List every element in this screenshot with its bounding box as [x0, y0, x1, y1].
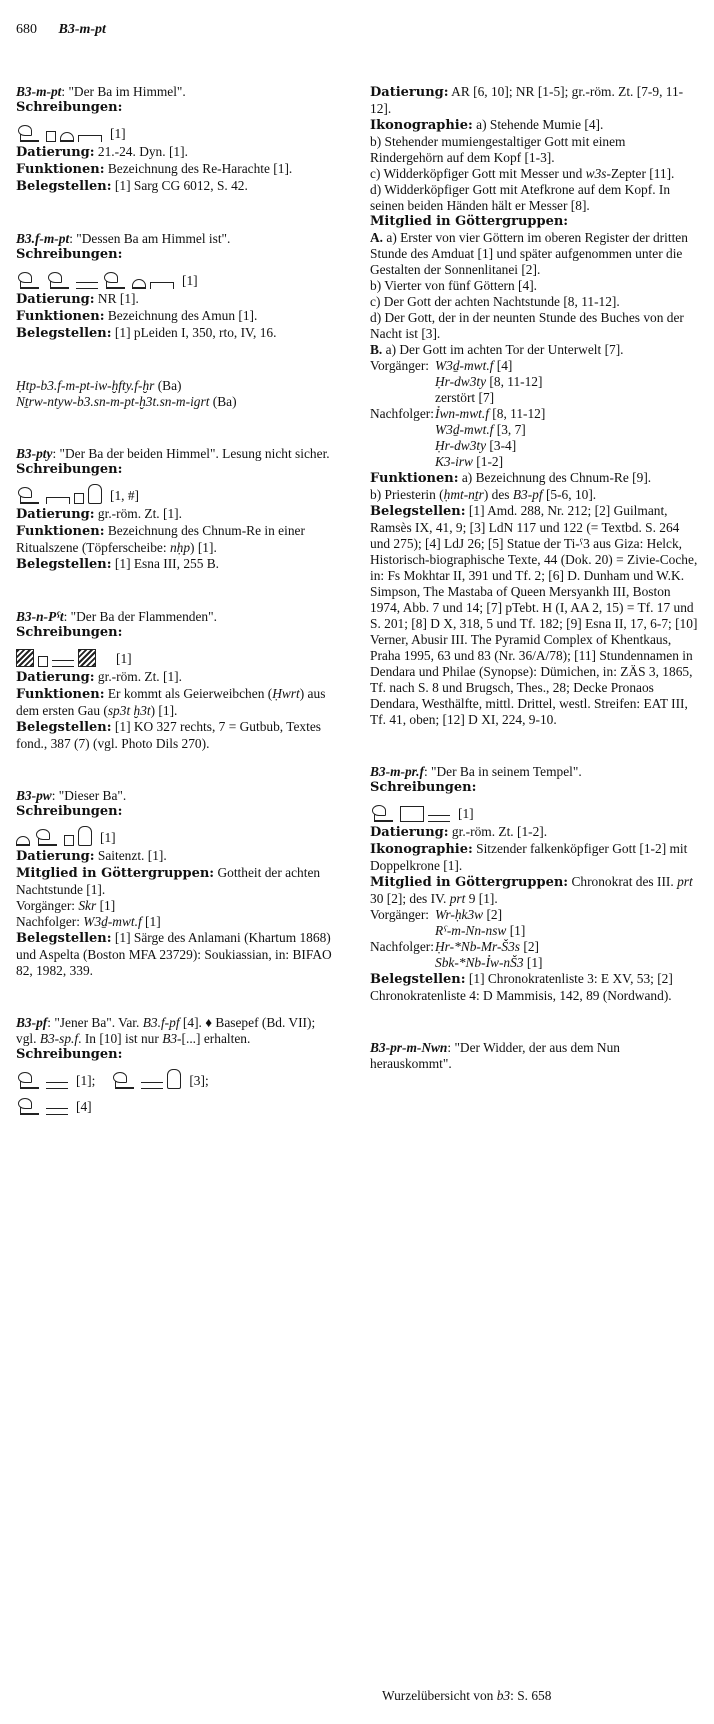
ikonographie-text: -Zepter [11]. [606, 166, 675, 181]
belegstellen-label: Belegstellen: [16, 931, 112, 946]
vorgaenger-ref: zerstört [7] [435, 390, 495, 405]
belegstellen-label: Belegstellen: [16, 179, 112, 194]
funktionen-label: Funktionen: [16, 162, 105, 177]
funktionen-label: Funktionen: [16, 309, 105, 324]
funktionen-text: b) Priesterin ( [370, 487, 444, 502]
nachfolger-ref: [3, 7] [493, 422, 526, 437]
viper-glyph-icon [141, 1082, 163, 1089]
footer-italic: b3 [496, 1688, 511, 1703]
entry-gloss-italic: B3-sp.f [39, 1031, 79, 1046]
ba-bird-glyph-icon [16, 271, 42, 289]
funktionen-text: ) des [483, 487, 513, 502]
god-glyph-icon [78, 826, 92, 846]
vorgaenger-label: Vorgänger: [16, 898, 79, 913]
entry-name: B3-n-Pˁt [16, 609, 64, 624]
nachfolger-ref: [8, 11-12] [488, 406, 546, 421]
entry-gloss: : "Jener Ba". Var. [47, 1015, 143, 1030]
belegstellen-text: [1] KO 327 rechts, 7 = Gutbub, Textes fond., 387 (7) (vgl. Photo Dils 270). [16, 719, 321, 751]
page-header [16, 22, 106, 38]
datierung-label: Datierung: [370, 825, 449, 840]
ikonographie-label: Ikonographie: [370, 842, 473, 857]
datierung-text: NR [1]. [94, 291, 139, 306]
belegstellen-label: Belegstellen: [16, 326, 112, 341]
group-a-text: a) Erster von vier Göttern im oberen Register der dritten Stunde des Amduat [1] und später aufgenommen unter die Gestalten der Sonnenlitanei [2]. [370, 230, 688, 277]
entry-cross-refs [16, 378, 336, 410]
sky-glyph-icon [150, 282, 174, 289]
funktionen-italic: B3-pf [512, 487, 543, 502]
belegstellen-text: [1] Chronokratenliste 3: E XV, 53; [2] Chronokratenliste 4: D Mammisis, 142, 89 (Nordwand). [370, 971, 673, 1003]
belegstellen-text: [1] Esna III, 255 B. [111, 556, 220, 571]
nachfolger-list [370, 939, 702, 971]
flame-glyph-icon [78, 649, 96, 667]
mitglied-text: 30 [2]; des IV. [370, 891, 450, 906]
entry-b3-pf [16, 1015, 336, 1115]
funktionen-label: Funktionen: [16, 524, 105, 539]
nachfolger-label: Nachfolger: [370, 406, 434, 421]
writing-ref: [1] [458, 806, 474, 821]
entry-b3-pw [16, 788, 336, 979]
hieroglyph-writing [370, 798, 702, 822]
nachfolger-ref: [1] [523, 955, 543, 970]
entry-name: B3-pf [16, 1015, 48, 1030]
datierung-label: Datierung: [16, 145, 95, 160]
writing-ref: [1] [182, 273, 198, 288]
viper-glyph-icon [46, 1108, 68, 1115]
funktionen-italic: nḥp [169, 540, 191, 555]
mitglied-label: Mitglied in Göttergruppen: [16, 866, 215, 881]
hieroglyph-writing [16, 1065, 336, 1089]
schreibungen-label: Schreibungen: [16, 1047, 123, 1062]
owl-glyph-icon [102, 271, 128, 289]
mitglied-label: Mitglied in Göttergruppen: [370, 875, 569, 890]
belegstellen-text: [1] Särge des Anlamani (Khartum 1868) und Aspelta (Boston MFA 23729): Soukiassian, in: BIFAO 82, 1982, 339. [16, 930, 332, 978]
god-glyph-icon [167, 1069, 181, 1089]
hieroglyph-writing [16, 265, 336, 289]
entry-b3-pf-continued [370, 84, 702, 728]
left-column [16, 84, 336, 1117]
ba-bird-glyph-icon [16, 1071, 42, 1089]
crossref-tail: (Ba) [209, 394, 237, 409]
nachfolger-name: W3ḏ-mwt.f [435, 422, 494, 437]
entry-gloss: : "Der Widder, der aus dem Nun herauskommt". [370, 1040, 620, 1071]
entry-gloss: . In [10] ist nur [78, 1031, 163, 1046]
ba-bird-glyph-icon [16, 1097, 42, 1115]
viper-glyph-icon [428, 815, 450, 822]
ram-glyph-icon [16, 486, 42, 504]
writing-ref: [4] [76, 1099, 92, 1114]
group-b-label: B. [370, 342, 383, 357]
footer-text: Wurzelübersicht von [382, 1688, 497, 1703]
schreibungen-label: Schreibungen: [16, 100, 123, 115]
vorgaenger-ref: [4] [493, 358, 513, 373]
hieroglyph-writing [16, 480, 336, 504]
entry-gloss: : "Dessen Ba am Himmel ist". [69, 231, 231, 246]
funktionen-label: Funktionen: [16, 687, 105, 702]
writing-ref: [1] [110, 126, 126, 141]
entry-name: B3-pty [16, 446, 53, 461]
hieroglyph-writing [16, 1091, 336, 1115]
entry-name: B3-pr-m-Nwn [370, 1040, 448, 1055]
entry-gloss: : "Der Ba der Flammenden". [63, 609, 217, 624]
entry-name: B3-m-pr.f [370, 764, 424, 779]
nachfolger-name: Ḥr-dw3ty [435, 438, 487, 453]
entry-b3-pr-m-nwn [370, 1040, 702, 1072]
belegstellen-label: Belegstellen: [370, 972, 466, 987]
nachfolger-name: Ḥr-*Nb-Mr-Š3s [435, 939, 521, 954]
vorgaenger-label: Vorgänger: [370, 907, 430, 922]
vorgaenger-name: Rˁ-m-Nn-nsw [435, 923, 507, 938]
datierung-label: Datierung: [16, 849, 95, 864]
datierung-label: Datierung: [370, 85, 449, 100]
entry-name: B3-pw [16, 788, 52, 803]
writing-ref: [1] [116, 651, 132, 666]
quail-glyph-icon [16, 836, 30, 846]
funktionen-text: [5-6, 10]. [542, 487, 597, 502]
belegstellen-text: [1] pLeiden I, 350, rto, IV, 16. [111, 325, 277, 340]
schreibungen-label: Schreibungen: [16, 625, 123, 640]
datierung-text: gr.-röm. Zt. [1-2]. [448, 824, 548, 839]
right-column [370, 84, 702, 1072]
nachfolger-name: Sbk-*Nb-Ỉw-nŠ3 [435, 955, 524, 970]
schreibungen-label: Schreibungen: [16, 804, 123, 819]
funktionen-text: Bezeichnung des Amun [1]. [104, 308, 258, 323]
footer-text: : S. 658 [510, 1688, 552, 1703]
datierung-label: Datierung: [16, 292, 95, 307]
writing-ref: [1] [100, 830, 116, 845]
vorgaenger-ref: [1] [506, 923, 526, 938]
entry-b3-m-prf [370, 764, 702, 1004]
belegstellen-label: Belegstellen: [16, 557, 112, 572]
nachfolger-list [370, 406, 702, 470]
page-number: 680 [16, 22, 37, 37]
stroke-glyph-icon [74, 493, 84, 504]
vorgaenger-name: Skr [78, 898, 97, 913]
group-a-label: A. [370, 230, 384, 245]
funktionen-text: ) [1]. [150, 703, 178, 718]
hieroglyph-writing [16, 118, 336, 142]
funktionen-text: Bezeichnung des Re-Harachte [1]. [104, 161, 293, 176]
entry-b3-n-pat [16, 609, 336, 752]
entry-gloss-italic: B3- [162, 1031, 182, 1046]
funktionen-text: Bezeichnung des Chnum-Re in einer Ritualszene (Töpferscheibe: [16, 523, 305, 555]
nachfolger-label: Nachfolger: [370, 939, 434, 954]
mitglied-text: Gottheit der achten Nachtstunde [1]. [16, 865, 321, 897]
nachfolger-ref: [1] [141, 914, 161, 929]
entry-name: B3-m-pt [16, 84, 62, 99]
crossref-name: Nṯrw-ntyw-b3.sn-m-pt-ḫ3t.sn-m-igrt [16, 394, 210, 409]
datierung-text: gr.-röm. Zt. [1]. [94, 669, 182, 684]
nachfolger-name: K3-irw [435, 454, 473, 469]
hieroglyph-writing [16, 643, 336, 667]
belegstellen-text: [1] Amd. 288, Nr. 212; [2] Guilmant, Ramsès IX, 41, 9; [3] LdN 117 und 122 (= Textbd. S. 264 und 275); [4] LdJ 26; [5] Statue der Ti-ˁ3 aus Giza: Helck, Historisch-biographische Texte, 44 (Dok. 20) = Zivie-Coche, in: Fs Mokhtar II, 391 und Tf. 2; [6] D. Dunham und W.K. Simpson, The Mastaba of Queen Mersyankh III, Boston 1974, Abb. 7 und 14; [7] pTebt. H (I, AA 2, 15) = Tf. 17 und S. 201; [8] D X, 318, 5 und Tf. 182; [9] Esna II, 17, 6-7; [10] Verner, Abusir III. The Pyramid Complex of Khentkaus, Praha 1995, 63 und 83 (Nr. 36/A/78); [11] Stundennamen in Dendara und Philae (Synopse): Dümichen, in: ZÄS 3, 1865, Tf. nach S. 8 und Brugsch, Thes., 28; Decke Pronaos Dendara, Westhälfte, mittl. Drittel, westl. Streifen: EAT III, Tf. 41, oben; [12] D XI, 224, 9-10. [370, 503, 698, 727]
water-glyph-icon [52, 660, 74, 667]
entry-b3-m-pt [16, 84, 336, 195]
vorgaenger-name: Ḥr-dw3ty [435, 374, 487, 389]
sky-glyph-icon [78, 135, 102, 142]
vorgaenger-list [370, 358, 702, 406]
hatched-bird-glyph-icon [16, 649, 34, 667]
datierung-text: Saitenzt. [1]. [94, 848, 167, 863]
vorgaenger-list [370, 907, 702, 939]
writing-ref: [3]; [189, 1073, 209, 1088]
entry-gloss: : "Der Ba im Himmel". [61, 84, 186, 99]
group-a-text: c) Der Gott der achten Nachtstunde [8, 11-12]. [370, 294, 620, 309]
vorgaenger-label: Vorgänger: [370, 358, 430, 373]
vorgaenger-ref: [1] [96, 898, 116, 913]
mitglied-italic: prt [449, 891, 466, 906]
hieroglyph-writing [16, 822, 336, 846]
ikonographie-text: b) Stehender mumiengestaltiger Gott mit einem Rindergehörn auf dem Kopf [1-3]. [370, 134, 626, 165]
funktionen-text: a) Bezeichnung des Chnum-Re [9]. [458, 470, 652, 485]
mitglied-italic: prt [677, 874, 693, 889]
bread-glyph-icon [132, 279, 146, 289]
funktionen-italic: sp3t ḫ3t [107, 703, 151, 718]
sky-glyph-icon [46, 497, 70, 504]
belegstellen-label: Belegstellen: [370, 504, 466, 519]
funktionen-italic: ḥmt-nṯr [443, 487, 484, 502]
nachfolger-ref: [3-4] [486, 438, 517, 453]
group-a-text: b) Vierter von fünf Göttern [4]. [370, 278, 538, 293]
house-glyph-icon [400, 806, 424, 822]
nachfolger-ref: [1-2] [472, 454, 504, 469]
water-glyph-icon [76, 282, 98, 289]
god-glyph-icon [88, 484, 102, 504]
ram-glyph-icon [111, 1071, 137, 1089]
entry-gloss: : "Dieser Ba". [51, 788, 127, 803]
page-footer [382, 1688, 551, 1704]
crossref-tail: (Ba) [154, 378, 182, 393]
schreibungen-label: Schreibungen: [16, 462, 123, 477]
datierung-text: AR [6, 10]; NR [1-5]; gr.-röm. Zt. [7-9, 11-12]. [370, 84, 684, 116]
square-glyph-icon [38, 656, 48, 667]
nachfolger-label: Nachfolger: [16, 914, 84, 929]
ram-glyph-icon [370, 804, 396, 822]
funktionen-text: ) aus dem ersten Gau ( [16, 686, 326, 718]
ikonographie-text: d) Widderköpfiger Gott mit Atefkrone auf dem Kopf. In seinen beiden Händen hält er Messer [8]. [370, 182, 671, 213]
schreibungen-label: Schreibungen: [370, 780, 477, 795]
entry-gloss: [4]. ♦ Basepef (Bd. VII); vgl. [16, 1015, 316, 1046]
datierung-text: 21.-24. Dyn. [1]. [94, 144, 188, 159]
ikonographie-text: c) Widderköpfiger Gott mit Messer und [370, 166, 586, 181]
group-b-text: a) Der Gott im achten Tor der Unterwelt [7]. [382, 342, 624, 357]
datierung-text: gr.-röm. Zt. [1]. [94, 506, 182, 521]
belegstellen-text: [1] Sarg CG 6012, S. 42. [111, 178, 248, 193]
nachfolger-name: Ỉwn-mwt.f [435, 406, 489, 421]
entry-b3-pty [16, 446, 336, 573]
mitglied-text: 9 [1]. [465, 891, 498, 906]
entry-gloss: [...] erhalten. [181, 1031, 251, 1046]
bread-glyph-icon [60, 132, 74, 142]
nachfolger-name: W3ḏ-mwt.f [83, 914, 142, 929]
writing-ref: [1]; [76, 1073, 96, 1088]
viper-glyph-icon [46, 1082, 68, 1089]
mitglied-text: Chronokrat des III. [568, 874, 678, 889]
funktionen-text: ) [1]. [190, 540, 217, 555]
square-glyph-icon [46, 131, 56, 142]
writing-ref: [1, #] [110, 488, 140, 503]
funktionen-italic: Ḥwrt [272, 686, 300, 701]
entry-b3f-m-pt [16, 231, 336, 342]
funktionen-text: Er kommt als Geierweibchen ( [104, 686, 273, 701]
running-head: B3-m-pt [58, 22, 106, 37]
ikonographie-text: a) Stehende Mumie [4]. [472, 117, 604, 132]
vorgaenger-name: Wr-ḥk3w [435, 907, 484, 922]
funktionen-label: Funktionen: [370, 471, 459, 486]
ikonographie-italic: w3s [585, 166, 607, 181]
vorgaenger-ref: [8, 11-12] [486, 374, 543, 389]
ram-glyph-icon [34, 828, 60, 846]
entry-gloss: : "Der Ba der beiden Himmel". Lesung nicht sicher. [52, 446, 330, 461]
datierung-label: Datierung: [16, 670, 95, 685]
ikonographie-label: Ikonographie: [370, 118, 473, 133]
nachfolger-ref: [2] [520, 939, 539, 954]
group-a-text: d) Der Gott, der in der neunten Stunde des Buches von der Nacht ist [3]. [370, 310, 684, 341]
entry-gloss-italic: B3.f-pf [142, 1015, 180, 1030]
entry-name: B3.f-m-pt [16, 231, 70, 246]
mitglied-label: Mitglied in Göttergruppen: [370, 214, 569, 229]
crossref-name: Ḥtp-b3.f-m-pt-iw-ḫfty.f-ḫr [16, 378, 155, 393]
entry-gloss: : "Der Ba in seinem Tempel". [423, 764, 582, 779]
ram-bird-glyph-icon [16, 124, 42, 142]
belegstellen-label: Belegstellen: [16, 720, 112, 735]
datierung-label: Datierung: [16, 507, 95, 522]
vorgaenger-ref: [2] [483, 907, 503, 922]
vorgaenger-name: W3ḏ-mwt.f [435, 358, 494, 373]
schreibungen-label: Schreibungen: [16, 247, 123, 262]
ikonographie-text: Sitzender falkenköpfiger Gott [1-2] mit Doppelkrone [1]. [370, 841, 688, 873]
square-glyph-icon [64, 835, 74, 846]
viper-bird-glyph-icon [46, 271, 72, 289]
